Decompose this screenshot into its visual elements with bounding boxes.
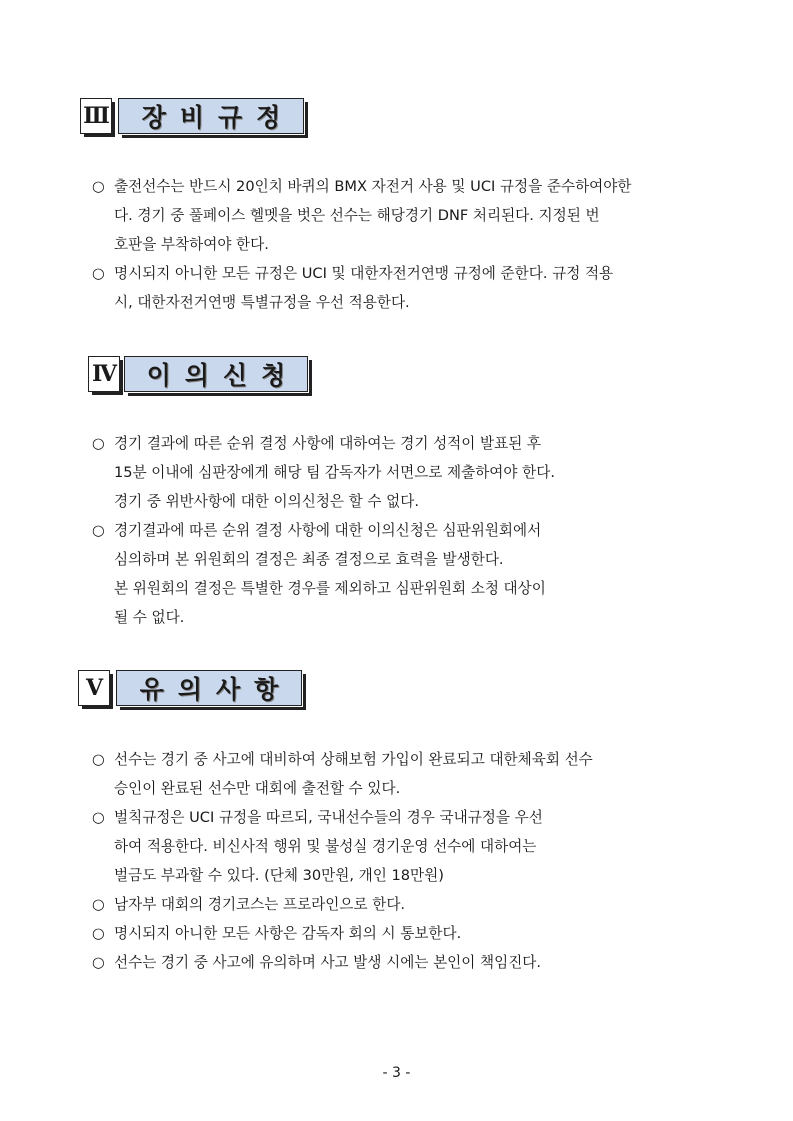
paragraph [92,429,555,516]
paragraph [92,516,546,632]
bullet-icon: ○ [92,896,105,913]
text-line: 다. 경기 중 풀페이스 헬멧을 벗은 선수는 해당경기 DNF 처리된다. 지정된 번 [114,207,600,224]
bullet-icon: ○ [92,522,105,539]
paragraph [92,172,631,259]
text-line: 될 수 없다. [114,609,185,626]
text-line: 15분 이내에 심판장에게 해당 팀 감독자가 서면으로 제출하여야 한다. [114,464,555,481]
paragraph [92,259,613,317]
text-line: 출전선수는 반드시 20인치 바퀴의 BMX 자전거 사용 및 UCI 규정을 준수하여야한 [114,178,632,195]
paragraph [92,948,541,977]
text-line: 명시되지 아니한 모든 사항은 감독자 회의 시 통보한다. [114,925,462,942]
text-line: 하여 적용한다. 비신사적 행위 및 불성실 경기운영 선수에 대하여는 [114,838,537,855]
bullet-icon: ○ [92,751,105,768]
paragraph [92,745,593,803]
text-line: 경기결과에 따른 순위 결정 사항에 대한 이의신청은 심판위원회에서 [114,522,542,539]
section-numeral: Ⅳ [88,356,120,392]
text-line: 승인이 완료된 선수만 대회에 출전할 수 있다. [114,780,401,797]
bullet-icon: ○ [92,809,105,826]
text-line: 시, 대한자전거연맹 특별규정을 우선 적용한다. [114,294,410,311]
text-line: 선수는 경기 중 사고에 대비하여 상해보험 가입이 완료되고 대한체육회 선수 [114,751,593,768]
bullet-icon: ○ [92,435,105,452]
section-numeral: Ⅴ [78,670,110,706]
text-line: 심의하며 본 위원회의 결정은 최종 결정으로 효력을 발생한다. [114,551,504,568]
section-title: 장비규정 [118,98,304,134]
paragraph [92,890,405,919]
text-line: 호판을 부착하여야 한다. [114,236,269,253]
bullet-icon: ○ [92,265,105,282]
text-line: 선수는 경기 중 사고에 유의하며 사고 발생 시에는 본인이 책임진다. [114,954,542,971]
bullet-icon: ○ [92,178,105,195]
text-line: 벌금도 부과할 수 있다. (단체 30만원, 개인 18만원) [114,867,444,884]
section-title: 유의사항 [116,670,302,706]
text-line: 명시되지 아니한 모든 규정은 UCI 및 대한자전거연맹 규정에 준한다. 규정 적용 [114,265,614,282]
text-line: 본 위원회의 결정은 특별한 경우를 제외하고 심판위원회 소청 대상이 [114,580,546,597]
page-number: - 3 - [382,1065,411,1081]
section-head-5 [78,670,310,710]
paragraph [92,919,461,948]
paragraph [92,803,543,890]
text-line: 경기 중 위반사항에 대한 이의신청은 할 수 없다. [114,493,419,510]
text-line: 벌칙규정은 UCI 규정을 따르되, 국내선수들의 경우 국내규정을 우선 [114,809,543,826]
section-numeral: Ⅲ [80,98,112,134]
section-head-4 [88,356,320,396]
text-line: 경기 결과에 따른 순위 결정 사항에 대하여는 경기 성적이 발표된 후 [114,435,542,452]
bullet-icon: ○ [92,925,105,942]
section-title: 이의신청 [124,356,308,392]
text-line: 남자부 대회의 경기코스는 프로라인으로 한다. [114,896,406,913]
section-head-3 [80,98,310,138]
bullet-icon: ○ [92,954,105,971]
